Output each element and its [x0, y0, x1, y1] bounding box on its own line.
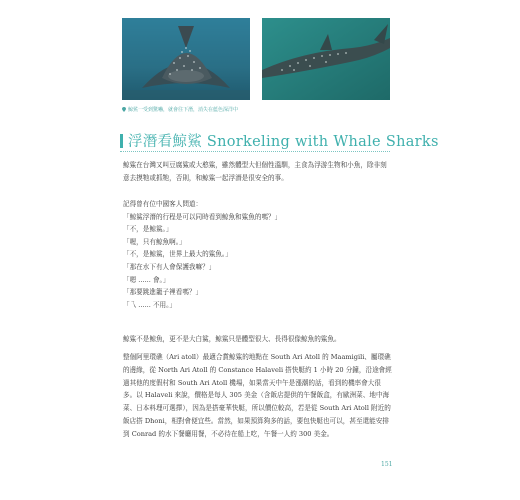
dialogue-line: 「乁 ...... 不用。」 [123, 300, 177, 309]
heading-divider [120, 151, 390, 152]
whale-shark-side-view-image [262, 18, 390, 100]
dialogue-line: 「喔，只有鯨魚啊。」 [123, 237, 186, 246]
dialogue-line: 「嗯 ...... 會。」 [123, 275, 170, 284]
whale-shark-photo-side-view [262, 18, 390, 100]
note-paragraph: 鯨鯊不是鯨魚，更不是大白鯊，鯨鯊只是體型很大、長得很像鯨魚的鯊魚。 [123, 335, 341, 343]
body-paragraph: 整個阿里環礁（Ari atoll）最適合賞鯨鯊的地點在 South Ari Atoll 的 Maamigili、屬環礁的邊緣，從 North Ari Atoll 的 Constance Halaveli 搭快艇約 1 小時 20 分鐘，沿途會經過其他的度假村和 South Ari Atoll 機場，如果當天中午是漲潮的話，看到的機率會大很多。以 Halaveli 來說，價格是每人 305 美金（含飯店提供的午餐飯盒，有歐洲菜、地中海菜、日本料理可選擇），因為是搭豪華快艇，所以價位較高，若是從 South Ari Atoll 附近的飯店搭 Dhoni，相對會便宜些。當然，如果預算夠多的話，要包快艇也可以，甚至還能安排到 Conrad 的水下餐廳用餐，不必待在船上吃，午餐一人約 300 美金。 [123, 353, 392, 438]
section-heading [120, 130, 439, 151]
section-title: 浮潛看鯨鯊 Snorkeling with Whale Sharks [128, 134, 439, 150]
whale-shark-photo-top-view [122, 18, 250, 100]
pin-icon [122, 107, 126, 112]
photo-caption [122, 106, 238, 113]
whale-shark-top-view-image [122, 18, 250, 100]
dialogue-line: 「不，是鯨鯊，世界上最大的鯊魚。」 [123, 250, 232, 259]
dialogue-line: 「那在水下有人會保護我嘛？」 [123, 262, 216, 271]
dialogue-line: 「不，是鯨鯊。」 [123, 225, 173, 234]
dialogue-line: 記得曾有位中國客人問道： [123, 200, 203, 208]
intro-paragraph: 鯨鯊在台灣又叫豆腐鯊或大憨鯊，雖然體型大但個性溫馴，主食為浮游生物和小魚，除非刻意去摸牠或抓牠，否則，和鯨鯊一起浮潛是很安全的事。 [123, 161, 387, 182]
dialogue-line: 「那要跳進籠子裡看嗎？」 [123, 288, 203, 297]
dialogue-line: 「鯨鯊浮潛的行程是可以同時看到鯨魚和鯊魚的嗎？」 [123, 212, 282, 221]
page-number: 151 [381, 461, 393, 468]
dialogue-block [123, 198, 393, 311]
heading-accent-bar [120, 134, 123, 148]
caption-text: 鯨鯊一受到驚嚇，就會往下潛，消失在藍色深洋中 [128, 107, 239, 113]
